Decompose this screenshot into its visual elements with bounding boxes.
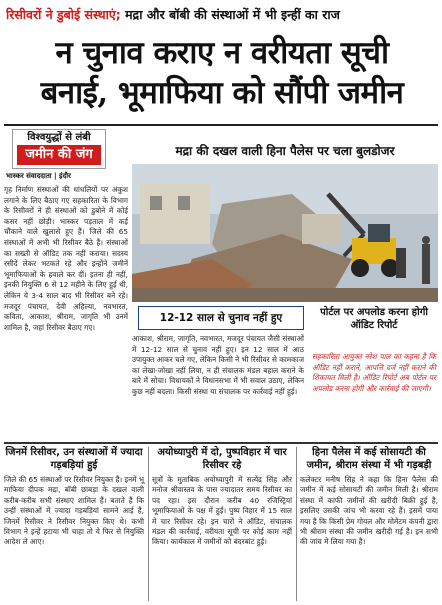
section-rule bbox=[4, 442, 438, 444]
kicker-line bbox=[6, 6, 436, 28]
sidebar-body: सहकारिता आयुक्त नरेश पाल का कहना है कि ऑडिट नहीं कराने, आपत्ति दर्ज नहीं कराने की शिकायत मिली है। ऑडिट रिपोर्ट अब पोर्टल पर अपलोड करना होगी और कार्रवाई की जाएगी। bbox=[312, 352, 436, 393]
bottom-story-3-heading: हिना पैलेस में कई सोसायटी की जमीन, श्रीराम संस्था में भी गड़बड़ी bbox=[306, 447, 432, 471]
bottom-story-3-body: कलेक्टर मनीष सिंह ने कहा कि हिना पैलेस की जमीन में कई सोसायटी की जमीन मिली है। श्रीराम संस्था में काफी जमीनों की खरीदी बिक्री हुई है, इसलिए उसकी जांच भी करवा रहे हैं। इसमें पाया गया है कि किसी प्रेम गोयल और मोमेंटम कंपनी द्वारा भी श्रीराम संस्था की जमीन खरीदी गई है। इन सभी की जांच में लिया गया है। bbox=[300, 475, 438, 547]
story2-heading: 12-12 साल से चुनाव नहीं हुए bbox=[138, 306, 304, 330]
photo-heading: मद्रा की दखल वाली हिना पैलेस पर चला बुलडोजर bbox=[132, 140, 438, 162]
headline-rule bbox=[4, 124, 438, 126]
bottom-story-1-body: जिले की 65 संस्थाओं पर रिसीवर नियुक्त हैं। इनमें भू माफिया दीपक मद्रा, बॉबी छाबड़ा के दखल वाली करीब-करीब सभी संस्थाएं शामिल हैं। बताते हैं कि उन्हीं संस्थाओं में ज्यादा गड़बड़ियां सामने आई हैं, जिनमें रिसीवर ने रिसीवर नियुक्त किए थे। कभी विभाग ने इन्हें हटाया भी चाहा तो ये फिर से नियुक्ति आदेश ले आए। bbox=[4, 475, 144, 547]
bottom-story-2 bbox=[152, 447, 292, 548]
demolition-photo-illustration bbox=[132, 164, 438, 302]
series-sticker bbox=[12, 129, 106, 169]
headline-line-2: बनाई, भूमाफिया को सौंपी जमीन bbox=[40, 75, 404, 111]
bottom-story-2-heading: अयोध्यापुरी में दो, पुष्पविहार में चार रिसीवर रहे bbox=[157, 447, 287, 471]
headline-line-1: न चुनाव कराए न वरीयता सूची bbox=[55, 35, 389, 71]
lead-story-body: गृह निर्माण संस्थाओं की धांधलियों पर अंकुश लगाने के लिए बैठाए गए सहकारिता के विभाग के रिसीवरों ने ही संस्थाओं को डुबोने में कोई कसर नहीं छोड़ी। भास्कर पड़ताल में कई चौंकाने वाले खुलासे हुए हैं। जिले की 65 संस्थाओं में अभी भी रिसीवर बैठे हैं। संस्थाओं का सख्ती से ऑडिट तक नहीं कराया। सदस्य रसीदें लेकर भटकते रहे और इन्होंने जमीनें भूमाफियाओं के हवाले कर दीं। इतना ही नहीं, इनकी नियुक्ति 6 से 12 महीने के लिए हुई थी, लेकिन ये 3-4 साल बाद भी रिसीवर बने रहे। मजदूर पंचायत, देवी अहिल्या, नवभारत, कविता, आकाश, श्रीराम, जागृति भी उनमें शामिल है, जहां रिसीवर बैठाए गए। bbox=[4, 185, 128, 332]
bottom-story-1 bbox=[4, 447, 144, 548]
bottom-story-1-heading: जिनमें रिसीवर, उन संस्थाओं में ज्यादा गड़बड़ियां हुई bbox=[5, 447, 143, 471]
sidebar-heading: पोर्टल पर अपलोड करना होगी ऑडिट रिपोर्ट bbox=[320, 307, 428, 331]
kicker-black: मद्रा और बॉबी की संस्थाओं में भी इन्हीं का राज bbox=[120, 7, 340, 22]
story2-body: आकाश, श्रीराम, जागृति, नवभारत, मजदूर पंचायत जैसी संस्थाओं में 12-12 साल से चुनाव नहीं हुए। इन 12 साल में आठ उपायुक्त आकर चले गए, लेकिन किसी ने भी रिसीवर से कामकाज का लेखा-जोखा नहीं लिया, न ही संचालक मंडल बहाल कराने के बारे में सोचा। विधायकों ने विधानसभा में भी सवाल उठाए, लेकिन कुछ नहीं बदला। किसी संस्था या संचालक पर कार्रवाई नहीं हुई। bbox=[132, 334, 304, 396]
column-divider bbox=[296, 447, 297, 601]
sticker-line-1: विश्वयुद्धों से लंबी bbox=[27, 132, 91, 143]
main-headline bbox=[4, 33, 440, 113]
demolition-photo bbox=[132, 164, 438, 302]
kicker-red: रिसीवरों ने डुबोई संस्थाएं; bbox=[6, 7, 121, 22]
byline: भास्कर संवाददाता | इंदौर bbox=[6, 172, 71, 180]
bottom-story-3 bbox=[300, 447, 438, 548]
sticker-line-2: जमीन की जंग bbox=[17, 145, 101, 165]
bottom-story-2-body: सूत्रों के मुताबिक अयोध्यापुरी में सत्येंद्र सिंह और मनोज श्रीवास्तव के पास ज्यादातर समय रिसीवर का पद रहा। इस दौरान करीब 40 रजिस्ट्रियां भूमाफियाओं के पक्ष में हुईं। पुष्प विहार में 15 साल में चार रिसीवर रहे। इन चारों ने ऑडिट, संचालक मंडल की कार्रवाई, वरीयता सूची पर कोई काम नहीं किया। कार्यकाल में जमीनों को बंदरबांट हुई। bbox=[152, 475, 292, 547]
column-divider bbox=[148, 447, 149, 601]
